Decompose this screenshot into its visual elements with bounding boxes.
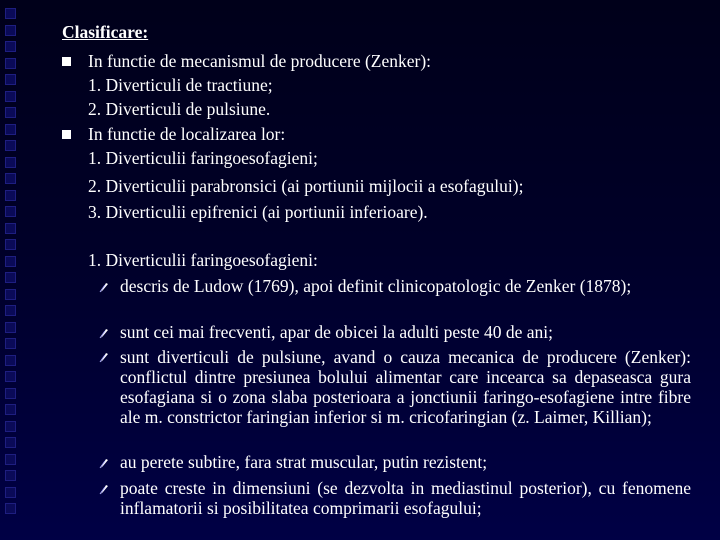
- classification-item: 1. Diverticuli de tractiune;: [88, 75, 273, 95]
- classification-item: 2. Diverticulii parabronsici (ai portiunii mijlocii a esofagului);: [88, 176, 524, 196]
- section-heading: 1. Diverticulii faringoesofagieni:: [88, 250, 318, 270]
- section-bullet: sunt cei mai frecventi, apar de obicei la adulti peste 40 de ani;: [120, 322, 553, 342]
- section-bullet: au perete subtire, fara strat muscular, putin rezistent;: [120, 452, 488, 472]
- classification-item: 1. Diverticulii faringoesofagieni;: [88, 148, 318, 168]
- classification-heading: In functie de mecanismul de producere (Zenker):: [88, 51, 432, 71]
- classification-item: 2. Diverticuli de pulsiune.: [88, 99, 271, 119]
- section-bullet: sunt diverticuli de pulsiune, avand o cauza mecanica de producere (Zenker): conflictul dintre presiunea bolului alimentar care incearca sa depaseasca gura esofagiana si o zona slaba posterioara a jonctiunii faringo-esofagiene intre fibre ale m. constrictor faringian inferior si m. cricofaringian (z. Laimer, Killian);: [120, 347, 691, 427]
- feather-bullet-icon: [99, 281, 109, 293]
- section-bullet: descris de Ludow (1769), apoi definit clinicopatologic de Zenker (1878);: [120, 276, 632, 296]
- square-bullet-icon: [62, 57, 71, 66]
- section-bullet: poate creste in dimensiuni (se dezvolta in mediastinul posterior), cu fenomene inflamatorii si posibilitatea comprimarii esofagului;: [120, 478, 691, 518]
- feather-bullet-icon: [99, 327, 109, 339]
- feather-bullet-icon: [99, 457, 109, 469]
- classification-item: 3. Diverticulii epifrenici (ai portiunii inferioare).: [88, 202, 428, 222]
- slide-title: Clasificare:: [62, 22, 149, 42]
- classification-heading: In functie de localizarea lor:: [88, 124, 286, 144]
- feather-bullet-icon: [99, 351, 109, 363]
- square-bullet-icon: [62, 130, 71, 139]
- feather-bullet-icon: [99, 483, 109, 495]
